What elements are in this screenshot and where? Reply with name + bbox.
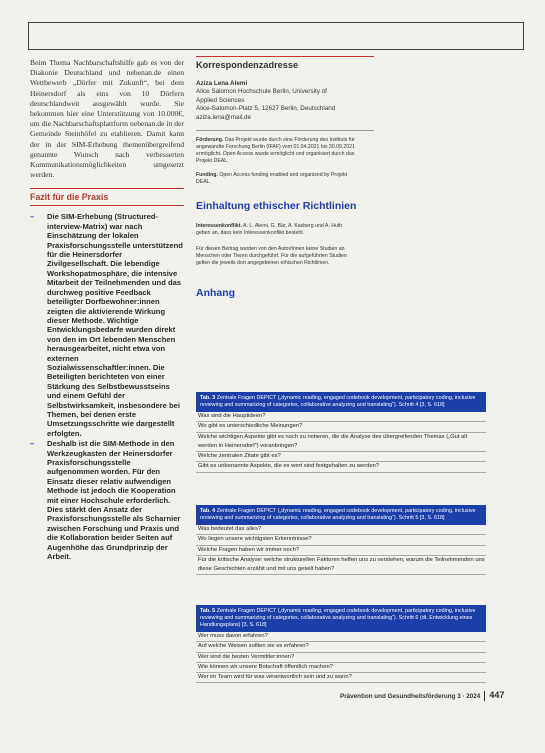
ethics-heading: Einhaltung ethischer Richtlinien xyxy=(196,200,357,213)
table-row: Auf welche Weisen sollten sie es erfahren? xyxy=(196,642,486,652)
funding-text-en: Open Access funding enabled and organized by Projekt DEAL. xyxy=(196,172,348,186)
table-label: Tab. 5 xyxy=(200,608,216,614)
appendix-heading: Anhang xyxy=(196,287,236,300)
table-caption-text: Zentrale Fragen DEPICT („dynamic reading, engaged codebook development, participatory coding, inclusive reviewing and summarizing of categories, collaborative analyzing and translating“). Schritt 5 [3, S. 618] xyxy=(200,508,476,521)
table-row: Wer sind die besten Vermittler:innen? xyxy=(196,653,486,663)
table-caption xyxy=(196,605,486,632)
table-row: Wo gibt es unterschiedliche Meinungen? xyxy=(196,422,486,432)
table-row: Wo liegen unsere wichtigsten Erkenntnisse? xyxy=(196,535,486,545)
funding-text: Das Projekt wurde durch eine Förderung des Instituts für angewandte Forschung Berlin (IFAF) vom 01.04.2021 bis 30.09.2021 ermöglicht. Open Access wurde ermöglicht und organisiert durch das Projekt DEAL. xyxy=(196,137,355,165)
table-row: Welche wichtigen Aspekte gibt es noch zu notieren, die die Analyse des übergreifenden Themas („Gut alt werden in Heinersdorf“) voranbringen? xyxy=(196,433,486,453)
table-5 xyxy=(196,605,486,683)
address-block xyxy=(196,80,346,122)
top-frame xyxy=(28,22,524,50)
funding-note-en xyxy=(196,172,356,186)
table-row: Wer im Team wird für was verantwortlich sein und zu wann? xyxy=(196,673,486,683)
dash-icon: – xyxy=(30,212,35,222)
funding-label-en: Funding. xyxy=(196,172,218,179)
fazit-bullet xyxy=(30,439,184,561)
divider xyxy=(196,130,374,131)
author-name: Aziza Lena Alemi xyxy=(196,80,248,87)
table-row: Wie können wir unsere Botschaft öffentlich machen? xyxy=(196,663,486,673)
address-line: Alice Salomon Hochschule Berlin, University of Applied Sciences xyxy=(196,88,327,104)
fazit-bullet xyxy=(30,212,184,438)
address-line: Alice-Salomon-Platz 5, 12627 Berlin, Deutschland xyxy=(196,105,336,113)
conflict-note xyxy=(196,223,356,237)
table-caption-text: Zentrale Fragen DEPICT („dynamic reading, engaged codebook development, participatory coding, inclusive reviewing and summarizing of categories, collaborative analyzing and translating“). Schritt 4 [3, S. 618] xyxy=(200,395,476,408)
left-column xyxy=(30,58,184,562)
table-caption-text: Zentrale Fragen DEPICT („dynamic reading, engaged codebook development, participatory coding, inclusive reviewing and summarizing of categories, collaborative analyzing and translating“). Schritt 6 (dt. Entwicklung eines Handlungsplans) [3, S. 618] xyxy=(200,608,476,628)
page-footer xyxy=(340,690,504,701)
table-4 xyxy=(196,505,486,575)
table-row: Was sind die Hauptideen? xyxy=(196,412,486,422)
table-label: Tab. 3 xyxy=(200,395,216,401)
table-row: Was bedeutet das alles? xyxy=(196,525,486,535)
fazit-bullets xyxy=(30,212,184,561)
table-caption xyxy=(196,505,486,525)
dash-icon: – xyxy=(30,439,35,449)
table-row: Welche Fragen haben wir immer noch? xyxy=(196,546,486,556)
table-row: Wer muss davon erfahren? xyxy=(196,632,486,642)
table-row: Welche zentralen Zitate gibt es? xyxy=(196,452,486,462)
footer-divider xyxy=(484,691,485,701)
conflict-label: Interessenkonflikt. xyxy=(196,223,242,230)
table-label: Tab. 4 xyxy=(200,508,216,514)
funding-note xyxy=(196,137,356,165)
page-number: 447 xyxy=(489,690,505,700)
table-row: Für die kritische Analyse: welche strukturellen Faktoren helfen uns zu verstehen, warum die Teilnehmenden uns diese Geschichten erzählt und mit uns geteilt haben? xyxy=(196,556,486,576)
email-link[interactable]: aziza.lena@mail.de xyxy=(196,113,252,121)
ethics-text: Für diesen Beitrag wurden von den Autor/innen keine Studien an Menschen oder Tieren durchgeführt. Für die aufgeführten Studien gelten die jeweils dort angegebenen ethischen Richtlinien. xyxy=(196,246,347,267)
fazit-bullet-text: Deshalb ist die SIM-Methode in den Werkzeugkasten der Heinersdorfer Praxisforschungsstelle aufgenommen worden. Für den Einsatz dieser relativ aufwendigen Methode ist jedoch die Kooperation mit einer Hochschule erforderlich. Dies stärkt den Ansatz der Praxisforschungsstelle als Scharnier zwischen Forschung und Praxis und die Kollaboration beider Seiten auf Augenhöhe das Grundprinzip der Arbeit. xyxy=(47,439,181,562)
conflict-text: A. L. Alemi, G. Bär, A. Kasberg und A. Huth geben an, dass kein Interessenkonflikt besteht. xyxy=(196,223,343,237)
correspondence-heading: Korrespondenzadresse xyxy=(196,56,374,70)
fazit-bullet-text: Die SIM-Erhebung (Structured-interview-Matrix) war nach Einschätzung der lokalen Praxisforschungsstelle unterstützend für die Heinersdorfer Zivilgesellschaft. Die lebendige Workshopatmosphäre, die intensive Mitarbeit der Teilnehmenden und das durchweg positive Feedback beteiligter Dorfbewohner:innen zeigten die aktivierende Wirkung dieser Methode. Wichtige Entwicklungsbedarfe wurden direkt von den im Ort lebenden Menschen herausgearbeitet, nicht etwa von externen Sozialwissenschaftler:innen. Die Beteiligten berichteten von einer Stärkung des Selbstbewusstseins und einem Gefühl der Selbstwirksamkeit, insbesondere bei Themen, bei denen erste Umsetzungsschritte wie dargestellt erfolgten. xyxy=(47,212,183,438)
table-caption xyxy=(196,392,486,412)
journal-name: Prävention und Gesundheitsförderung 3 · 2024 xyxy=(340,693,481,700)
fazit-heading: Fazit für die Praxis xyxy=(30,188,184,206)
right-column xyxy=(196,56,518,299)
table-row: Gibt es unbenannte Aspekte, die es wert sind festgehalten zu werden? xyxy=(196,462,486,472)
table-3 xyxy=(196,392,486,473)
funding-label: Förderung. xyxy=(196,137,224,144)
intro-paragraph: Beim Thema Nachbarschaftshilfe gab es von der Diakonie Deutschland und nebenan.de einen Wettbewerb „Dörfer mit Zukunft“, bei dem Heinersdorf als eins von 10 Dörfern deutschlandweit ausgewählt wurde. Sie bekommen hier eine Unterstützung von 10.000€, um die Nachbarschaftsplattform nebenan.de in der Gemeinde Steinhöfel zu etablieren. Damit kann der in der SIM-Erhebung themenübergreifend genannte Wunsch nach verbesserten Kommunikationsmöglichkeiten umgesetzt werden. xyxy=(30,58,184,180)
